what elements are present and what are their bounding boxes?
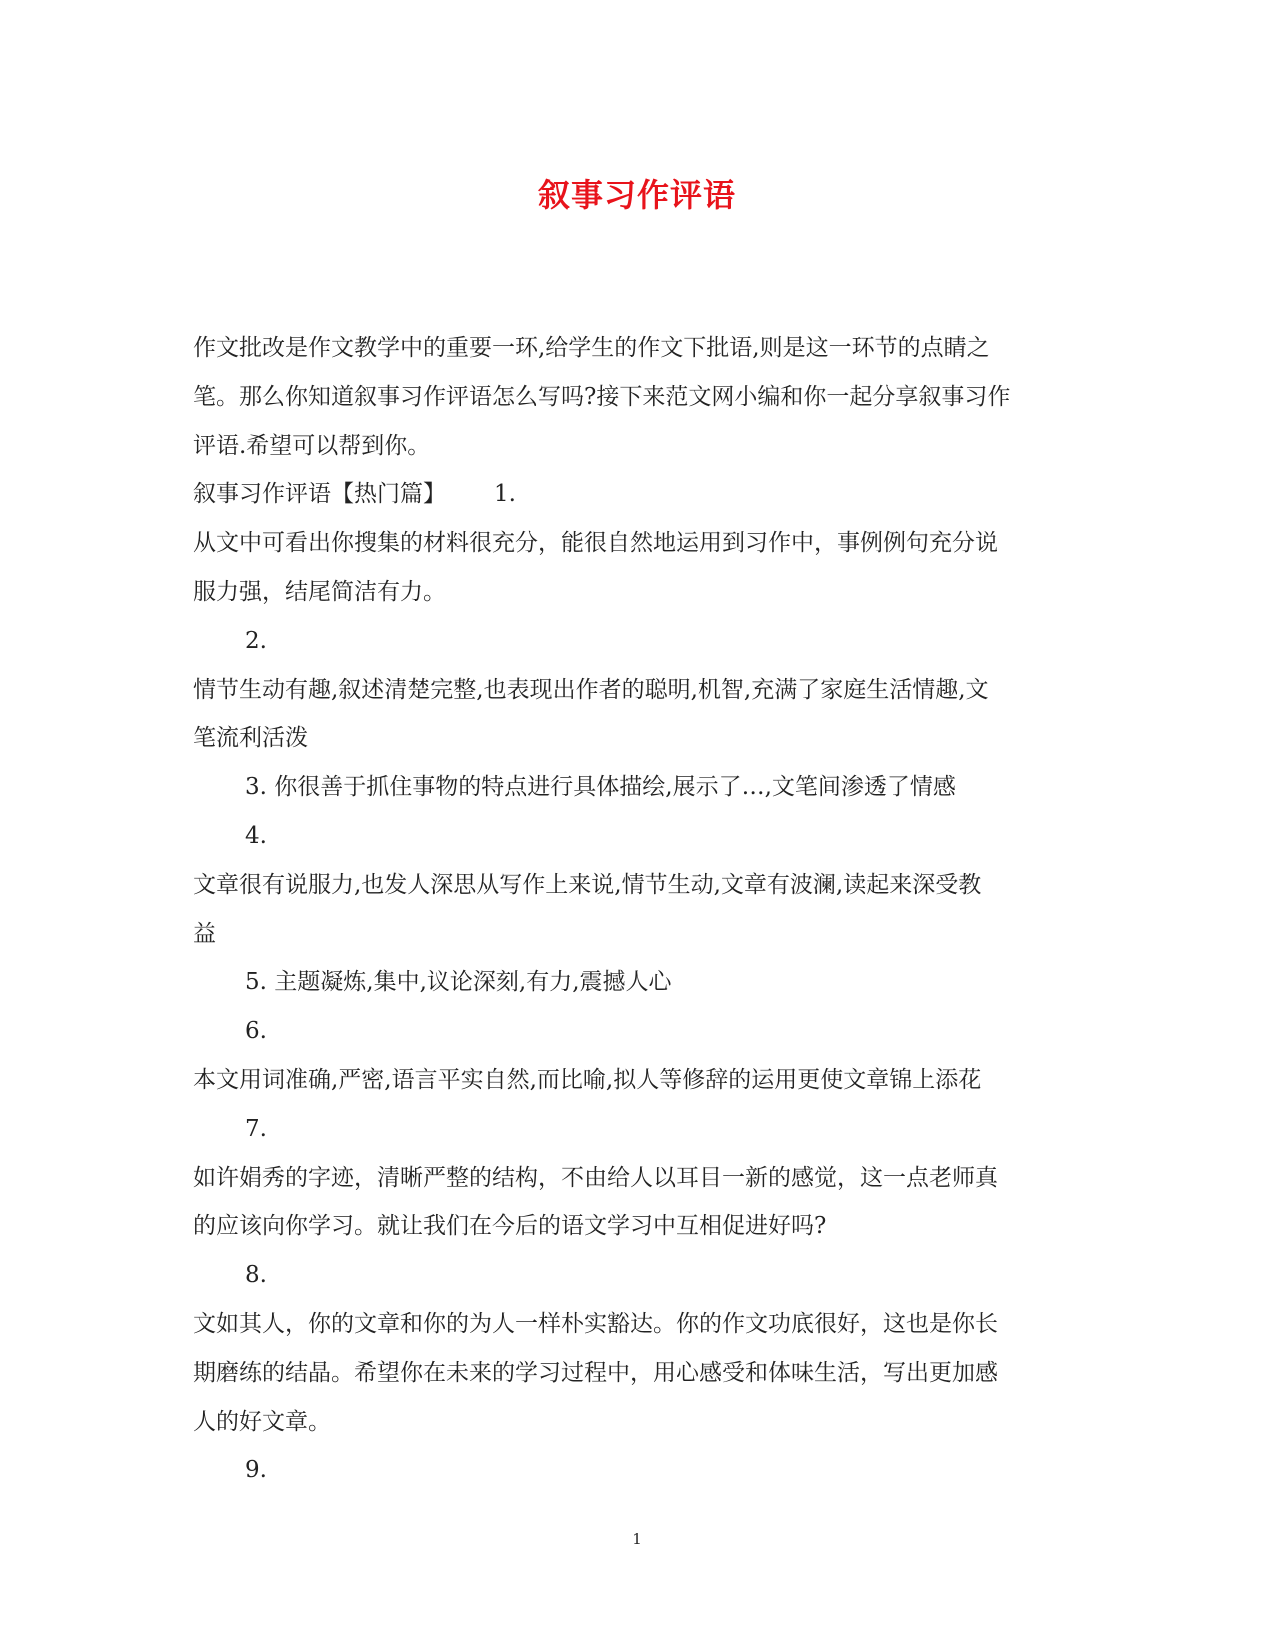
body-line: 本文用词准确,严密,语言平实自然,而比喻,拟人等修辞的运用更使文章锦上添花 [193, 1066, 982, 1093]
document-body [193, 324, 1083, 1495]
body-line: 从文中可看出你搜集的材料很充分，能很自然地运用到习作中，事例例句充分说 [193, 530, 998, 557]
body-line: 的应该向你学习。就让我们在今后的语文学习中互相促进好吗? [193, 1213, 827, 1240]
body-line: 作文批改是作文教学中的重要一环,给学生的作文下批语,则是这一环节的点睛之 [193, 335, 990, 361]
body-line: 评语.希望可以帮到你。 [193, 432, 431, 459]
body-line: 人的好文章。 [193, 1408, 331, 1435]
body-line: 3. 你很善于抓住事物的特点进行具体描绘,展示了…,文笔间渗透了情感 [245, 774, 956, 801]
item-number: 6. [245, 1018, 267, 1045]
item-number: 4. [245, 822, 267, 849]
item-number: 9. [245, 1457, 267, 1484]
body-line: 情节生动有趣,叙述清楚完整,也表现出作者的聪明,机智,充满了家庭生活情趣,文 [193, 676, 989, 703]
body-line: 服力强，结尾简洁有力。 [193, 578, 446, 605]
item-number: 8. [245, 1262, 267, 1289]
body-line: 如许娟秀的字迹，清晰严整的结构，不由给人以耳目一新的感觉，这一点老师真 [193, 1164, 998, 1191]
body-line: 笔流利活泼 [193, 725, 308, 752]
body-line: 期磨练的结晶。希望你在未来的学习过程中，用心感受和体味生活，写出更加感 [193, 1359, 998, 1386]
item-number: 7. [245, 1115, 267, 1142]
page-number: 1 [632, 1530, 642, 1548]
body-line: 文如其人，你的文章和你的为人一样朴实豁达。你的作文功底很好，这也是你长 [193, 1310, 998, 1337]
document-title: 叙事习作评语 [537, 176, 736, 214]
section-heading: 叙事习作评语【热门篇】 [193, 481, 446, 508]
body-line: 益 [193, 920, 216, 947]
item-number: 2. [245, 627, 267, 654]
item-number: 1. [494, 481, 516, 508]
body-line: 文章很有说服力,也发人深思从写作上来说,情节生动,文章有波澜,读起来深受教 [193, 871, 982, 898]
body-line: 5. 主题凝炼,集中,议论深刻,有力,震撼人心 [245, 969, 672, 996]
body-line: 笔。那么你知道叙事习作评语怎么写吗?接下来范文网小编和你一起分享叙事习作 [193, 383, 1011, 410]
section-heading-line [193, 470, 1083, 519]
